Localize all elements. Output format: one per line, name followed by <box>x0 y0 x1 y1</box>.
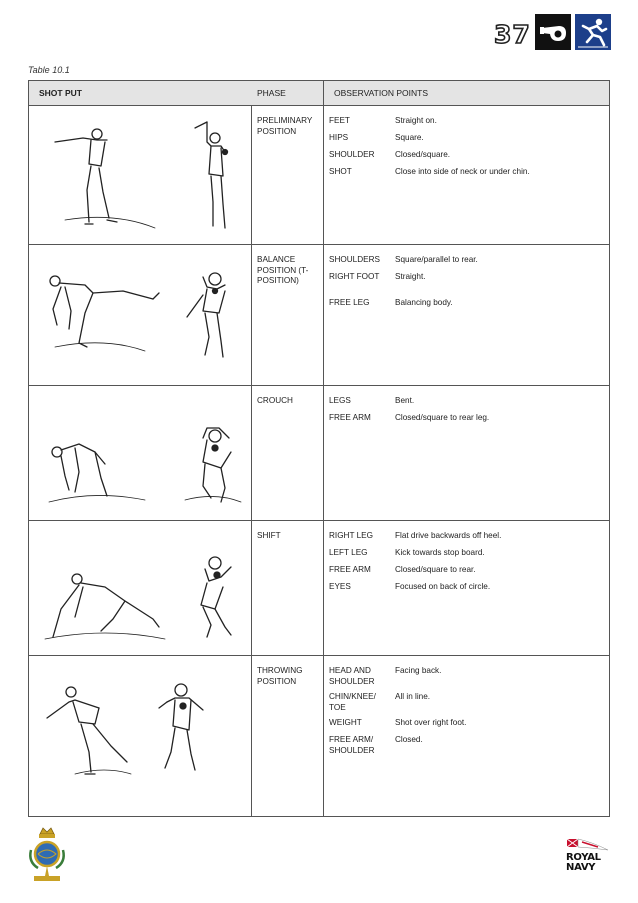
phase-label: CROUCH <box>257 396 293 405</box>
table-row <box>29 521 609 656</box>
sprinter-icon <box>575 14 611 50</box>
observation-value: Focused on back of circle. <box>395 582 491 591</box>
table-row <box>29 245 609 386</box>
observation-value: Bent. <box>395 396 415 405</box>
table-caption: Table 10.1 <box>28 65 70 75</box>
header-observation-points: OBSERVATION POINTS <box>334 88 428 98</box>
observation-key: LEGS <box>329 396 351 405</box>
table-row <box>29 106 609 245</box>
table-header <box>29 81 609 106</box>
royal-navy-wordmark: ROYAL NAVY <box>566 852 601 873</box>
observation-key: RIGHT LEG <box>329 531 373 540</box>
observation-value: Balancing body. <box>395 298 453 307</box>
observation-points <box>329 531 599 599</box>
observation-key: CHIN/KNEE/ TOE <box>329 692 376 712</box>
observation-value: Closed/square. <box>395 150 451 159</box>
whistle-icon <box>535 14 571 50</box>
observation-points <box>329 666 599 761</box>
phase-label: PRELIMINARY POSITION <box>257 116 313 136</box>
observation-value: Flat drive backwards off heel. <box>395 531 502 540</box>
phase-label: SHIFT <box>257 531 281 540</box>
header-phase: PHASE <box>257 88 286 98</box>
observation-value: Square/parallel to rear. <box>395 255 478 264</box>
header-shot-put: SHOT PUT <box>39 88 82 98</box>
observation-value: Straight. <box>395 272 426 281</box>
observation-key: FREE ARM <box>329 565 371 574</box>
balance-position-illustration <box>35 251 243 379</box>
observation-value: Closed/square to rear leg. <box>395 413 490 422</box>
shift-illustration <box>35 527 243 649</box>
observation-value: Shot over right foot. <box>395 718 467 727</box>
observation-value: Facing back. <box>395 666 442 675</box>
observation-key: EYES <box>329 582 351 591</box>
observation-key: SHOT <box>329 167 352 176</box>
table-row <box>29 386 609 521</box>
observation-key: FEET <box>329 116 350 125</box>
observation-key: RIGHT FOOT <box>329 272 380 281</box>
shot-put-table <box>28 80 610 817</box>
observation-value: Closed/square to rear. <box>395 565 476 574</box>
observation-value: Closed. <box>395 735 423 744</box>
observation-points <box>329 396 599 430</box>
observation-key: HIPS <box>329 133 349 142</box>
observation-value: All in line. <box>395 692 431 701</box>
throwing-position-illustration <box>35 662 243 810</box>
table-row <box>29 656 609 816</box>
observation-key: LEFT LEG <box>329 548 368 557</box>
observation-points <box>329 255 599 315</box>
observation-key: SHOULDERS <box>329 255 380 264</box>
observation-value: Square. <box>395 133 424 142</box>
observation-value: Kick towards stop board. <box>395 548 485 557</box>
observation-key: HEAD AND SHOULDER <box>329 666 375 686</box>
observation-key: FREE LEG <box>329 298 370 307</box>
observation-key: FREE ARM <box>329 413 371 422</box>
observation-key: FREE ARM/ SHOULDER <box>329 735 375 755</box>
page-number: 37 <box>494 20 531 49</box>
preliminary-position-illustration <box>35 112 243 238</box>
phase-label: THROWING POSITION <box>257 666 303 686</box>
crouch-illustration <box>35 392 243 514</box>
observation-value: Close into side of neck or under chin. <box>395 167 530 176</box>
observation-points <box>329 116 599 184</box>
observation-value: Straight on. <box>395 116 437 125</box>
observation-key: WEIGHT <box>329 718 362 727</box>
observation-key: SHOULDER <box>329 150 375 159</box>
royal-marines-crest-logo <box>26 826 68 884</box>
phase-label: BALANCE POSITION (T-POSITION) <box>257 255 309 285</box>
